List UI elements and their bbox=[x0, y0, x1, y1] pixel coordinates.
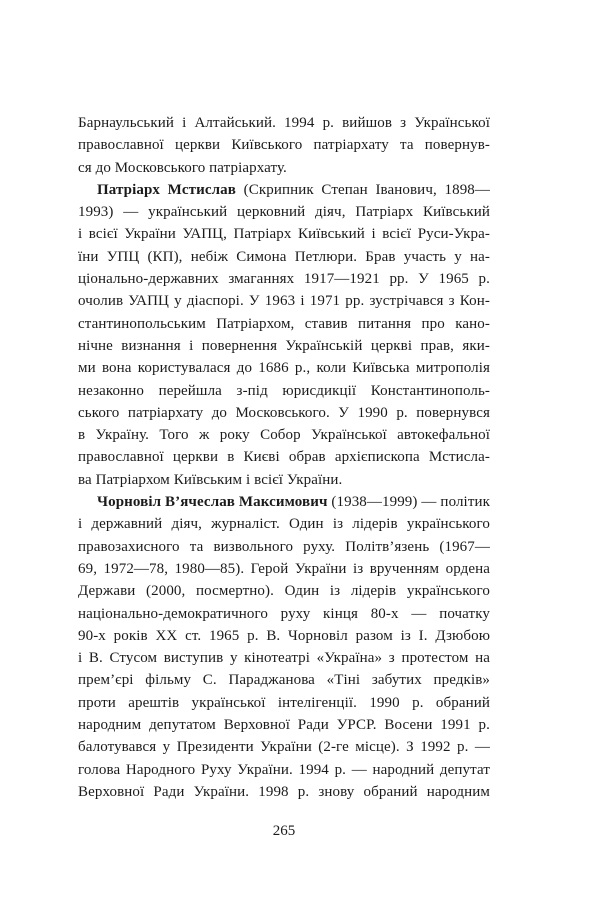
text-segment: 90-х років XX ст. 1965 р. В. Чорновіл разом із І. Дзюбою bbox=[78, 627, 490, 644]
text-segment: православної церкви Київського патріархату та повернув- bbox=[78, 137, 490, 154]
text-segment: нічне визнання і повернення Українській церкві прав, яки- bbox=[78, 337, 490, 354]
text-line bbox=[78, 513, 490, 535]
text-line bbox=[78, 759, 490, 781]
entry-heading: Чорновіл В’ячеслав Максимович bbox=[97, 494, 328, 511]
text-line bbox=[78, 112, 490, 134]
page-number: 265 bbox=[272, 823, 296, 839]
text-line bbox=[78, 380, 490, 402]
text-segment: ціонально-державних змаганнях 1917—1921 рр. У 1965 р. bbox=[78, 271, 490, 288]
text-line bbox=[78, 290, 490, 312]
text-line bbox=[78, 157, 490, 179]
text-segment: очолив УАПЦ у діаспорі. У 1963 і 1971 рр. зустрічався з Кон- bbox=[78, 293, 490, 310]
text-line bbox=[78, 469, 490, 491]
text-segment: Держави (2000, посмертно). Один із лідерів українського bbox=[78, 583, 490, 600]
text-segment: в Україну. Того ж року Собор Української автокефальної bbox=[78, 427, 490, 444]
text-segment: ського патріархату до Московського. У 1990 р. повернувся bbox=[78, 404, 490, 421]
text-segment: балотувався у Президенти України (2-ге місце). З 1992 р. — bbox=[78, 739, 490, 756]
text-segment: прем’єрі фільму С. Параджанова «Тіні забутих предків» bbox=[78, 672, 490, 689]
text-segment: і В. Стусом виступив у кінотеатрі «Україна» з протестом на bbox=[78, 650, 490, 667]
text-line bbox=[78, 714, 490, 736]
text-line bbox=[78, 268, 490, 290]
text-segment: ся до Московського патріархату. bbox=[78, 159, 287, 176]
text-line bbox=[78, 669, 490, 691]
text-line bbox=[78, 692, 490, 714]
text-segment: (1938—1999) — політик bbox=[327, 494, 490, 511]
text-segment: народним депутатом Верховної Ради УРСР. Восени 1991 р. bbox=[78, 717, 490, 734]
text-segment: національно-демократичного руху кінця 80-х — початку bbox=[78, 605, 490, 622]
text-segment: ва Патріархом Київським і всієї України. bbox=[78, 471, 343, 488]
text-line bbox=[78, 603, 490, 625]
text-line bbox=[78, 580, 490, 602]
text-line bbox=[78, 201, 490, 223]
text-segment: 1993) — український церковний діяч, Патріарх Київський bbox=[78, 204, 490, 221]
text-segment: ми вона користувалася до 1686 р., коли Київська митрополія bbox=[78, 360, 490, 377]
text-line bbox=[78, 357, 490, 379]
text-line bbox=[78, 246, 490, 268]
text-line bbox=[78, 179, 490, 201]
text-line bbox=[78, 558, 490, 580]
text-line bbox=[78, 402, 490, 424]
text-segment: (Скрипник Степан Іванович, 1898— bbox=[235, 181, 490, 198]
text-line bbox=[78, 134, 490, 156]
text-segment: їни УПЦ (КП), небіж Симона Петлюри. Брав участь у на- bbox=[78, 248, 490, 265]
text-segment: правозахисного та визвольного руху. Політв’язень (1967— bbox=[78, 538, 490, 555]
text-segment: незаконно перейшла з-під юрисдикції Константинополь- bbox=[78, 382, 490, 399]
text-line bbox=[78, 781, 490, 803]
text-line bbox=[78, 536, 490, 558]
text-line bbox=[78, 647, 490, 669]
text-line bbox=[78, 424, 490, 446]
text-segment: проти арештів української інтелігенції. 1990 р. обраний bbox=[78, 694, 490, 711]
text-segment: Верховної Ради України. 1998 р. знову обраний народним bbox=[78, 783, 490, 800]
text-line bbox=[78, 313, 490, 335]
text-line bbox=[78, 223, 490, 245]
text-segment: голова Народного Руху України. 1994 р. — народний депутат bbox=[78, 761, 490, 778]
text-segment: Барнаульський і Алтайський. 1994 р. вийшов з Української bbox=[78, 115, 490, 131]
text-line bbox=[78, 491, 490, 513]
text-block bbox=[78, 112, 490, 803]
text-line bbox=[78, 446, 490, 468]
text-line bbox=[78, 625, 490, 647]
text-segment: і державний діяч, журналіст. Один із лідерів українського bbox=[78, 516, 490, 533]
text-segment: і всієї України УАПЦ, Патріарх Київський і всієї Руси-Укра- bbox=[78, 226, 490, 243]
text-segment: православної церкви в Києві обрав архієпископа Мстисла- bbox=[78, 449, 490, 466]
entry-heading: Патріарх Мстислав bbox=[97, 181, 236, 198]
text-line bbox=[78, 335, 490, 357]
text-segment: 69, 1972—78, 1980—85). Герой України із врученням ордена bbox=[78, 560, 490, 577]
text-segment: стантинопольським Патріархом, ставив питання про кано- bbox=[78, 315, 490, 332]
text-line bbox=[78, 736, 490, 758]
